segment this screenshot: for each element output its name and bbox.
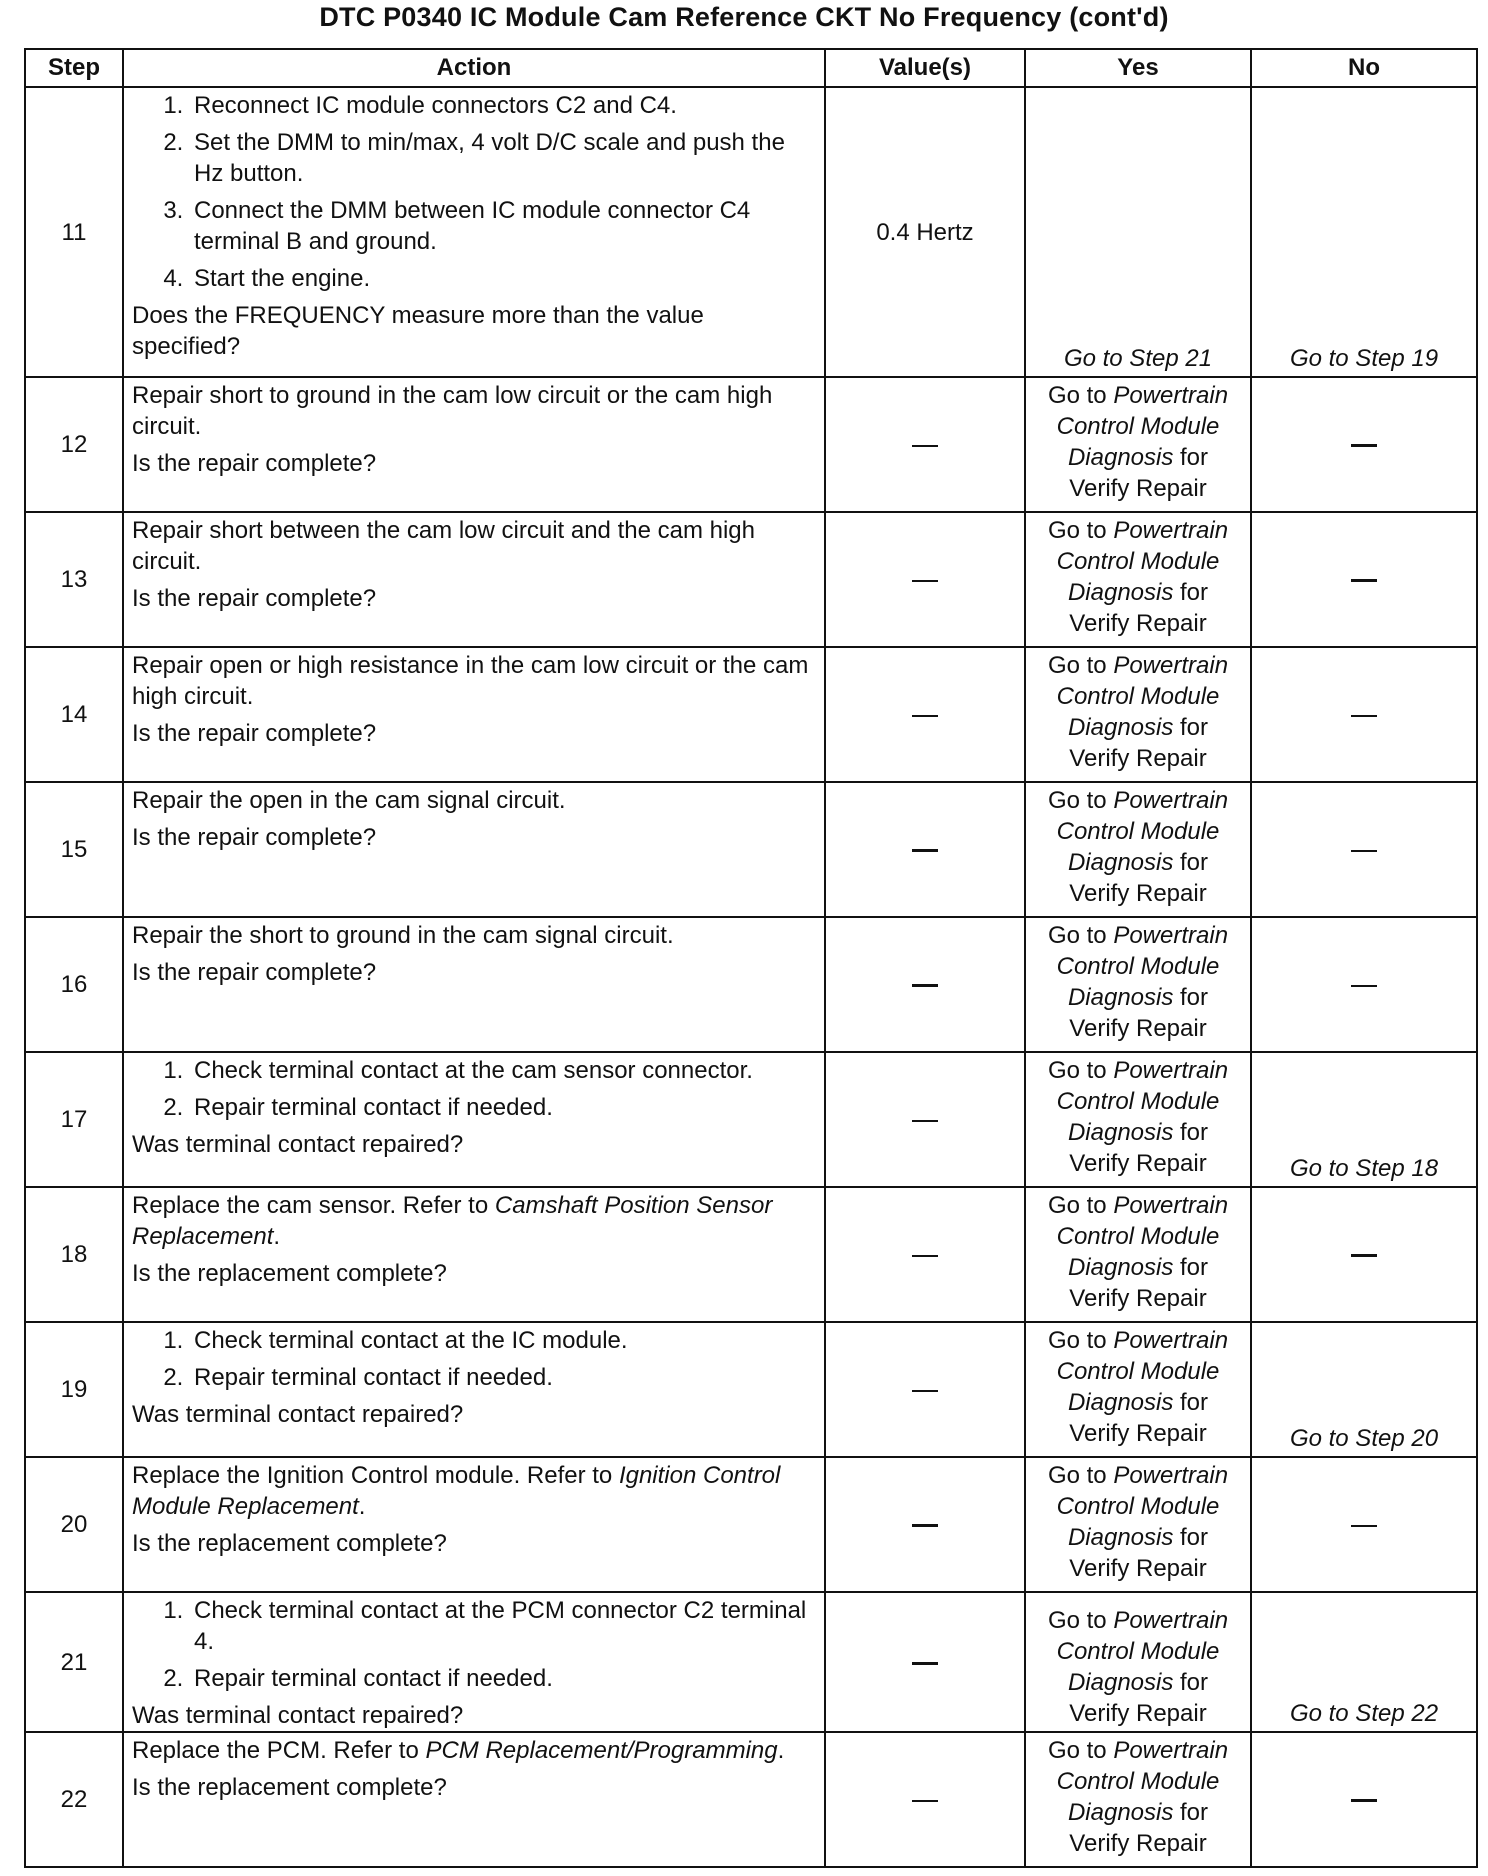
no-cell (1251, 917, 1477, 1052)
action-cell (123, 377, 825, 512)
table-row-step-11 (25, 87, 1477, 377)
no-cell (1251, 377, 1477, 512)
action-text: Repair short between the cam low circuit and the cam high circuit. (132, 517, 755, 575)
header-step: Step (25, 49, 123, 87)
action-step-item: 2. Repair terminal contact if needed. (190, 1663, 816, 1694)
reference-link[interactable]: Camshaft Position Sensor Replacement (132, 1192, 773, 1250)
action-step-item: 2. Set the DMM to min/max, 4 volt D/C scale and push the Hz button. (190, 127, 816, 189)
action-text: Repair short to ground in the cam low circuit or the cam high circuit. (132, 382, 773, 440)
action-step-item: 1. Reconnect IC module connectors C2 and C4. (190, 90, 816, 121)
no-goto-link[interactable]: Go to Step 19 (1289, 345, 1439, 372)
dash-mark (1351, 1254, 1377, 1257)
reference-link[interactable]: PCM Replacement/Programming (425, 1737, 778, 1764)
action-steps (132, 90, 816, 294)
action-cell (123, 1187, 825, 1322)
action-question: Is the replacement complete? (132, 1530, 447, 1557)
step-number: 16 (25, 917, 123, 1052)
yes-cell[interactable]: Go to Powertrain Control Module Diagnosis for Verify Repair (1025, 1592, 1251, 1732)
dash-mark (912, 849, 938, 852)
step-number: 21 (25, 1592, 123, 1732)
no-cell (1251, 87, 1477, 377)
yes-goto-link[interactable]: Go to Step 21 (1063, 345, 1213, 372)
dash-mark (1351, 579, 1377, 582)
dash-mark (912, 580, 938, 582)
no-goto-link[interactable]: Go to Step 22 (1289, 1700, 1439, 1727)
action-text: Repair the open in the cam signal circuit. (132, 787, 566, 814)
table-row-step-19 (25, 1322, 1477, 1457)
table-row-step-14 (25, 647, 1477, 782)
dash-mark (1351, 715, 1377, 717)
action-text: Repair open or high resistance in the cam low circuit or the cam high circuit. (132, 652, 809, 710)
dash-mark (912, 984, 938, 987)
action-cell (123, 782, 825, 917)
action-cell (123, 917, 825, 1052)
action-step-item: 1. Check terminal contact at the IC module. (190, 1325, 816, 1356)
page-title: DTC P0340 IC Module Cam Reference CKT No Frequency (cont'd) (319, 2, 1169, 32)
no-goto-link[interactable]: Go to Step 18 (1289, 1155, 1439, 1182)
action-text: Replace the Ignition Control module. Refer to Ignition Control Module Replacement. (132, 1462, 781, 1520)
yes-cell[interactable]: Go to Powertrain Control Module Diagnosis for Verify Repair (1025, 782, 1251, 917)
action-cell (123, 1322, 825, 1457)
no-cell (1251, 1052, 1477, 1187)
step-number: 14 (25, 647, 123, 782)
action-step-item: 4. Start the engine. (190, 263, 816, 294)
value-cell (825, 917, 1025, 1052)
action-question: Is the replacement complete? (132, 1774, 447, 1801)
no-cell (1251, 1592, 1477, 1732)
action-steps (132, 1055, 816, 1123)
action-cell (123, 87, 825, 377)
header-action: Action (123, 49, 825, 87)
step-number: 18 (25, 1187, 123, 1322)
dash-mark (912, 1120, 938, 1122)
action-step-item: 2. Repair terminal contact if needed. (190, 1362, 816, 1393)
step-number: 12 (25, 377, 123, 512)
dash-mark (912, 1662, 938, 1665)
action-step-item: 1. Check terminal contact at the cam sensor connector. (190, 1055, 816, 1086)
dash-mark (912, 715, 938, 717)
action-step-item: 2. Repair terminal contact if needed. (190, 1092, 816, 1123)
action-question: Is the replacement complete? (132, 1260, 447, 1287)
action-cell (123, 512, 825, 647)
action-steps (132, 1325, 816, 1393)
no-cell (1251, 1732, 1477, 1867)
action-question: Is the repair complete? (132, 824, 377, 851)
dash-mark (1351, 850, 1377, 852)
header-value: Value(s) (825, 49, 1025, 87)
action-cell (123, 1457, 825, 1592)
header-yes: Yes (1025, 49, 1251, 87)
dash-mark (1351, 1525, 1377, 1527)
dash-mark (1351, 1799, 1377, 1802)
table-row-step-15 (25, 782, 1477, 917)
table-row-step-12 (25, 377, 1477, 512)
action-cell (123, 1592, 825, 1732)
no-cell (1251, 1187, 1477, 1322)
yes-cell (1025, 87, 1251, 377)
yes-cell[interactable]: Go to Powertrain Control Module Diagnosis for Verify Repair (1025, 1457, 1251, 1592)
action-question: Is the repair complete? (132, 450, 377, 477)
table-row-step-17 (25, 1052, 1477, 1187)
step-number: 20 (25, 1457, 123, 1592)
yes-cell[interactable]: Go to Powertrain Control Module Diagnosis for Verify Repair (1025, 1732, 1251, 1867)
dash-mark (912, 1524, 938, 1527)
dash-mark (912, 1255, 938, 1257)
table-row-step-18 (25, 1187, 1477, 1322)
header-no: No (1251, 49, 1477, 87)
value-cell (825, 647, 1025, 782)
reference-link[interactable]: Ignition Control Module Replacement (132, 1462, 781, 1520)
table-row-step-21 (25, 1592, 1477, 1732)
action-question: Is the repair complete? (132, 720, 377, 747)
table-row-step-16 (25, 917, 1477, 1052)
yes-cell[interactable]: Go to Powertrain Control Module Diagnosis for Verify Repair (1025, 1052, 1251, 1187)
value-cell (825, 1322, 1025, 1457)
action-text: Replace the PCM. Refer to PCM Replacement/Programming. (132, 1737, 785, 1764)
action-text: Replace the cam sensor. Refer to Camshaft Position Sensor Replacement. (132, 1192, 773, 1250)
no-cell (1251, 512, 1477, 647)
no-cell (1251, 1457, 1477, 1592)
step-number: 17 (25, 1052, 123, 1187)
no-cell (1251, 1322, 1477, 1457)
no-goto-link[interactable]: Go to Step 20 (1289, 1425, 1439, 1452)
step-number: 11 (25, 87, 123, 377)
value-cell (825, 1457, 1025, 1592)
action-steps (132, 1595, 816, 1694)
value-cell (825, 1187, 1025, 1322)
step-number: 13 (25, 512, 123, 647)
yes-cell[interactable]: Go to Powertrain Control Module Diagnosis for Verify Repair (1025, 647, 1251, 782)
no-cell (1251, 647, 1477, 782)
yes-cell[interactable]: Go to Powertrain Control Module Diagnosis for Verify Repair (1025, 512, 1251, 647)
value-cell (825, 512, 1025, 647)
action-question: Was terminal contact repaired? (132, 1401, 464, 1428)
action-text: Repair the short to ground in the cam signal circuit. (132, 922, 674, 949)
value-cell (825, 1592, 1025, 1732)
value-cell (825, 377, 1025, 512)
yes-cell[interactable]: Go to Powertrain Control Module Diagnosis for Verify Repair (1025, 1187, 1251, 1322)
action-question: Was terminal contact repaired? (132, 1702, 464, 1729)
table-row-step-13 (25, 512, 1477, 647)
dash-mark (912, 1800, 938, 1802)
yes-cell[interactable]: Go to Powertrain Control Module Diagnosis for Verify Repair (1025, 377, 1251, 512)
step-number: 22 (25, 1732, 123, 1867)
action-cell (123, 647, 825, 782)
dash-mark (912, 1390, 938, 1392)
value-cell (825, 782, 1025, 917)
yes-cell[interactable]: Go to Powertrain Control Module Diagnosis for Verify Repair (1025, 1322, 1251, 1457)
no-cell (1251, 782, 1477, 917)
action-step-item: 3. Connect the DMM between IC module connector C4 terminal B and ground. (190, 195, 816, 257)
diagnostic-table (24, 48, 1478, 1868)
dash-mark (1351, 985, 1377, 987)
action-question: Is the repair complete? (132, 959, 377, 986)
action-cell (123, 1052, 825, 1187)
value-cell: 0.4 Hertz (825, 87, 1025, 377)
action-cell (123, 1732, 825, 1867)
yes-cell[interactable]: Go to Powertrain Control Module Diagnosis for Verify Repair (1025, 917, 1251, 1052)
value-cell (825, 1052, 1025, 1187)
step-number: 19 (25, 1322, 123, 1457)
dash-mark (912, 445, 938, 447)
action-question: Does the FREQUENCY measure more than the value specified? (132, 302, 704, 360)
table-row-step-20 (25, 1457, 1477, 1592)
table-header-row (25, 49, 1477, 87)
step-number: 15 (25, 782, 123, 917)
action-question: Was terminal contact repaired? (132, 1131, 464, 1158)
value-cell (825, 1732, 1025, 1867)
action-question: Is the repair complete? (132, 585, 377, 612)
action-step-item: 1. Check terminal contact at the PCM connector C2 terminal 4. (190, 1595, 816, 1657)
table-row-step-22 (25, 1732, 1477, 1867)
dash-mark (1351, 444, 1377, 447)
